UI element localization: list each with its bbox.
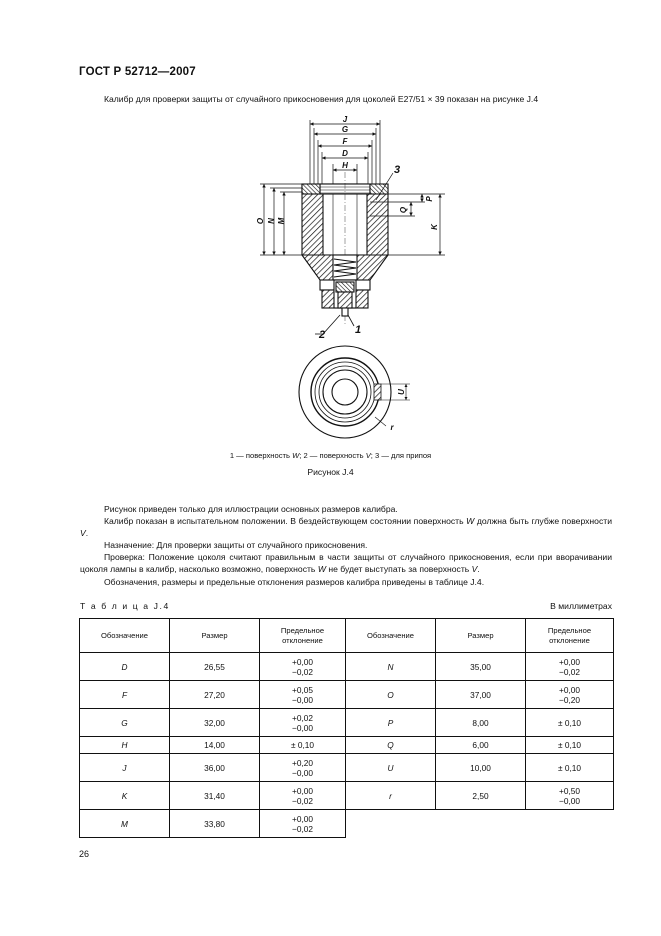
header-deviation: Предельное отклонение	[526, 619, 614, 653]
table-row: K 31,40 +0,00 −0,02 r 2,50 +0,50 −0,00	[80, 782, 614, 810]
figure-caption: Рисунок J.4	[307, 467, 354, 477]
table-row: D 26,55 +0,00 −0,02 N 35,00 +0,00 −0,02	[80, 653, 614, 681]
dim-label-g: G	[341, 125, 349, 134]
dim-label-p: P	[425, 196, 434, 202]
header-designation: Обозначение	[346, 619, 436, 653]
paragraph: Обозначения, размеры и предельные отклонения размеров калибра приведены в таблице J.4.	[104, 576, 485, 587]
table-header-row	[80, 619, 614, 653]
page-number: 26	[79, 849, 90, 859]
page-header: ГОСТ Р 52712—2007	[79, 66, 196, 78]
gauge-drawing	[230, 112, 460, 442]
table-row: J 36,00 +0,20 −0,00 U 10,00 ± 0,10	[80, 754, 614, 782]
callout-2: 2	[318, 329, 326, 341]
header-size: Размер	[436, 619, 526, 653]
paragraph: Калибр показан в испытательном положении. В бездействующем состоянии поверхность W должна быть глубже поверхности V.	[80, 516, 612, 539]
dim-label-k: K	[430, 224, 439, 230]
callout-3: 3	[393, 164, 401, 176]
table-row: F 27,20 +0,05 −0,00 O 37,00 +0,00 −0,20	[80, 681, 614, 709]
table-row: M 33,80 +0,00 −0,02	[80, 810, 614, 838]
dim-label-r: r	[390, 423, 394, 432]
dim-label-q: Q	[399, 206, 408, 214]
paragraph: Назначение: Для проверки защиты от случайного прикосновения.	[104, 540, 368, 551]
dim-label-f: F	[342, 137, 348, 146]
header-designation: Обозначение	[80, 619, 170, 653]
dimensions-table	[79, 618, 614, 838]
figure-legend: 1 — поверхность W; 2 — поверхность V; 3 — для припоя	[229, 451, 432, 460]
header-deviation: Предельное отклонение	[260, 619, 346, 653]
dim-label-j: J	[342, 115, 348, 124]
table-units: В миллиметрах	[550, 601, 612, 611]
table-row: H 14,00 ± 0,10 Q 6,00 ± 0,10	[80, 737, 614, 754]
dim-label-n: N	[267, 218, 276, 224]
intro-text: Калибр для проверки защиты от случайного прикосновения для цоколей E27/51 × 39 показан на рисунке J.4	[104, 94, 539, 104]
paragraph: Рисунок приведен только для иллюстрации основных размеров калибра.	[104, 504, 398, 514]
header-size: Размер	[170, 619, 260, 653]
dim-label-u: U	[397, 389, 406, 395]
dim-label-d: D	[342, 149, 348, 158]
dim-label-h: H	[342, 161, 348, 170]
callout-1: 1	[354, 324, 362, 336]
dim-label-o: O	[256, 217, 265, 225]
body-text	[80, 503, 612, 588]
table-row: G 32,00 +0,02 −0,00 P 8,00 ± 0,10	[80, 709, 614, 737]
paragraph: Проверка: Положение цоколя считают правильным в части защиты от случайного прикосновения, если при вворачивании цоколя лампы в калибр, насколько возможно, поверхность W не будет выступать за поверхность V.	[80, 552, 612, 575]
table-title: Т а б л и ц а J.4	[80, 601, 170, 611]
dim-label-m: M	[277, 217, 286, 225]
